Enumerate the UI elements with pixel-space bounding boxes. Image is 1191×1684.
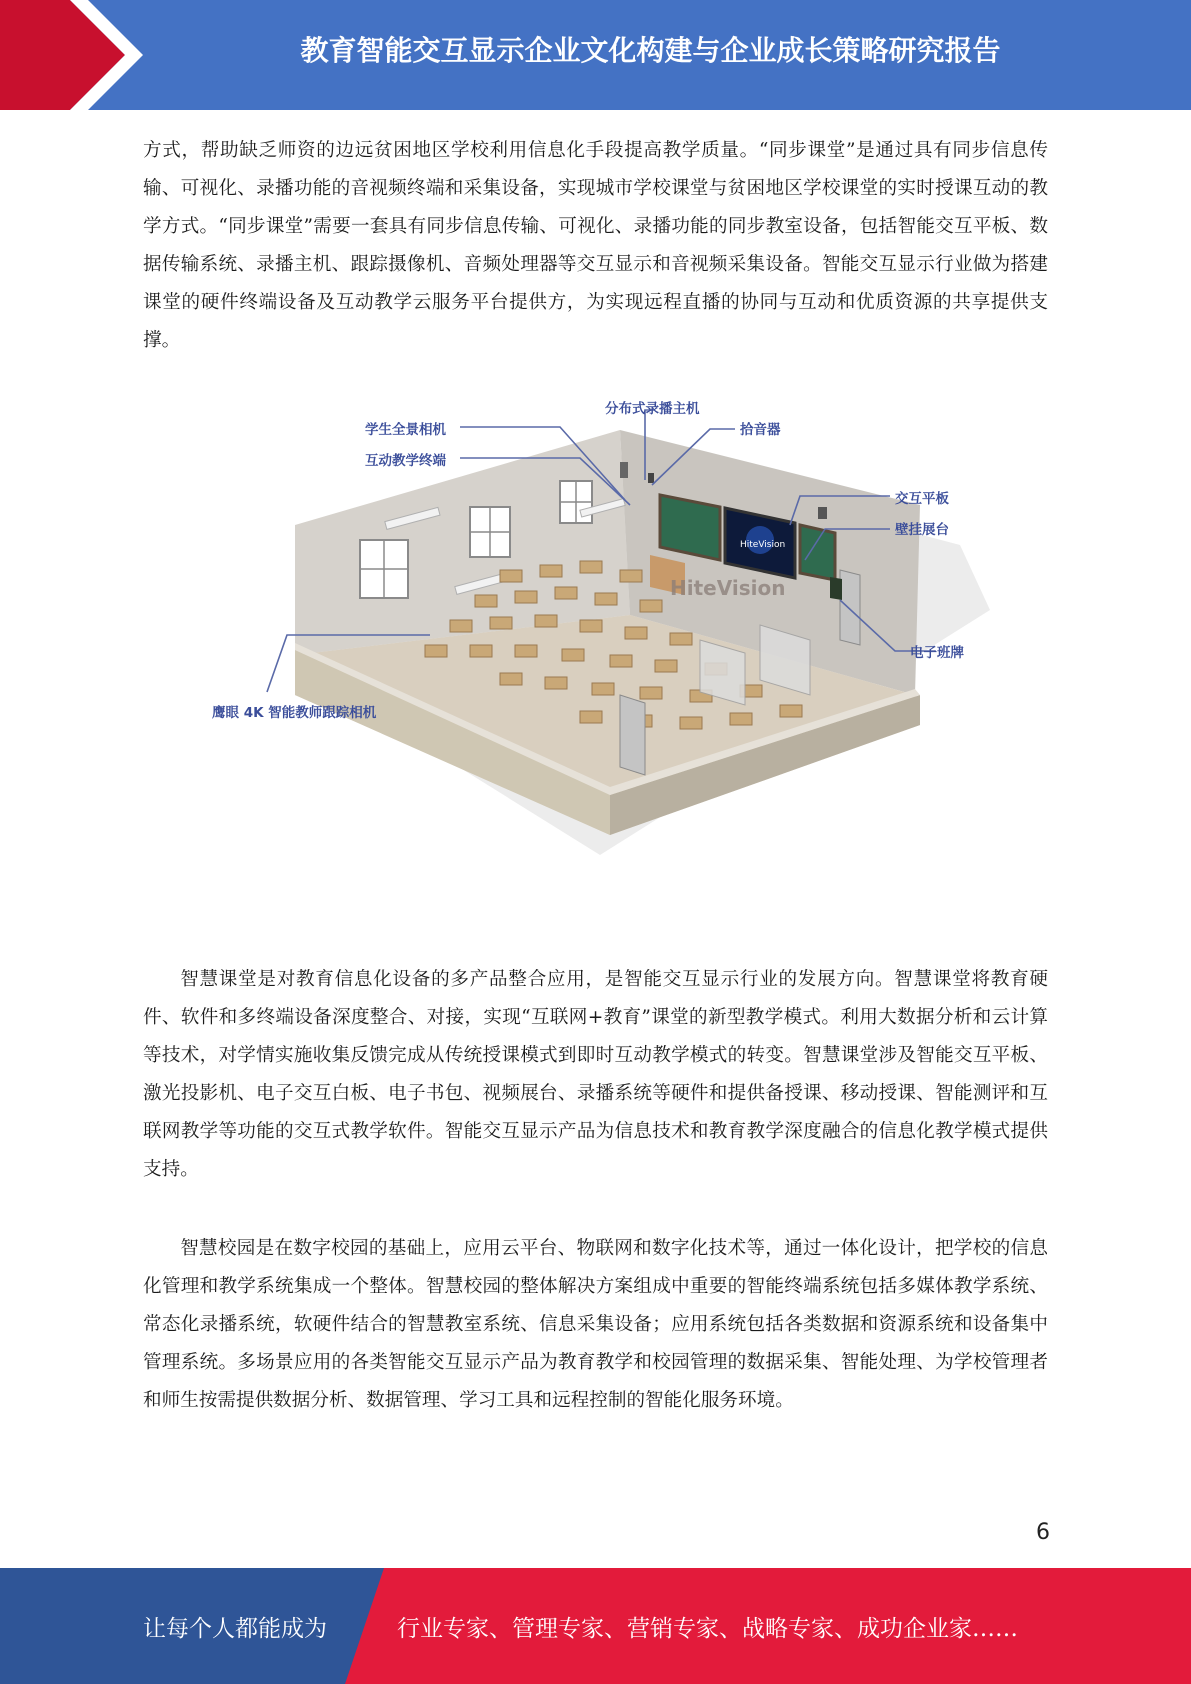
e-class-sign-device: [830, 577, 842, 600]
page-number: 6: [1036, 1520, 1050, 1545]
report-title: 教育智能交互显示企业文化构建与企业成长策略研究报告: [300, 34, 1001, 67]
body-paragraph-2: 智慧课堂是对教育信息化设备的多产品整合应用，是智能交互显示行业的发展方向。智慧课堂将教育硬件、软件和多终端设备深度整合、对接，实现“互联网+教育”课堂的新型教学模式。利用大数据分析和云计算等技术，对学情实施收集反馈完成从传统授课模式到即时互动教学模式的转变。智慧课堂涉及智能交互平板、激光投影机、电子交互白板、电子书包、视频展台、录播系统等硬件和提供备授课、移动授课、智能测评和互联网教学等功能的交互式教学软件。智能交互显示产品为信息技术和教育教学深度融合的信息化教学模式提供支持。: [143, 969, 1048, 1180]
body-paragraph-3: 智慧校园是在数字校园的基础上，应用云平台、物联网和数字化技术等，通过一体化设计，把学校的信息化管理和教学系统集成一个整体。智慧校园的整体解决方案组成中重要的智能终端系统包括多媒体教学系统、常态化录播系统，软硬件结合的智慧教室系统、信息采集设备；应用系统包括各类数据和资源系统和设备集中管理系统。多场景应用的各类智能交互显示产品为教育教学和校园管理的数据采集、智能处理、为学校管理者和师生按需提供数据分析、数据管理、学习工具和远程控制的智能化服务环境。: [143, 1238, 1048, 1411]
brand-watermark: HiteVision: [670, 576, 786, 600]
footer-slogan-left: 让每个人都能成为: [143, 1616, 327, 1642]
classroom-figure: [200, 395, 1080, 915]
label-e-class-sign: 电子班牌: [910, 645, 964, 662]
chalkboard: [660, 495, 720, 560]
label-teacher-tracking-camera: 鹰眼 4K 智能教师跟踪相机: [212, 705, 377, 722]
classroom-illustration: [200, 395, 1080, 915]
footer-banner: [0, 1568, 1191, 1684]
label-wall-booth: 壁挂展台: [895, 522, 949, 539]
footer-slogan-right: 行业专家、管理专家、营销专家、战略专家、成功企业家……: [397, 1616, 1018, 1642]
header-banner: [0, 0, 1191, 110]
body-paragraph-1: 方式，帮助缺乏师资的边远贫困地区学校利用信息化手段提高教学质量。“同步课堂”是通过具有同步信息传输、可视化、录播功能的音视频终端和采集设备，实现城市学校课堂与贫困地区学校课堂的实时授课互动的教学方式。“同步课堂”需要一套具有同步信息传输、可视化、录播功能的同步教室设备，包括智能交互平板、数据传输系统、录播主机、跟踪摄像机、音频处理器等交互显示和音视频采集设备。智能交互显示行业做为搭建课堂的硬件终端设备及互动教学云服务平台提供方，为实现远程直播的协同与互动和优质资源的共享提供支撑。: [143, 140, 1048, 351]
label-pickup-mic: 拾音器: [740, 422, 781, 439]
label-distributed-recorder: 分布式录播主机: [605, 401, 700, 418]
header-chevron-decoration: [0, 0, 160, 110]
label-interactive-terminal: 互动教学终端: [365, 453, 446, 470]
label-student-camera: 学生全景相机: [365, 422, 446, 439]
label-interactive-panel: 交互平板: [895, 491, 949, 508]
screen-brand: HiteVision: [740, 540, 786, 550]
